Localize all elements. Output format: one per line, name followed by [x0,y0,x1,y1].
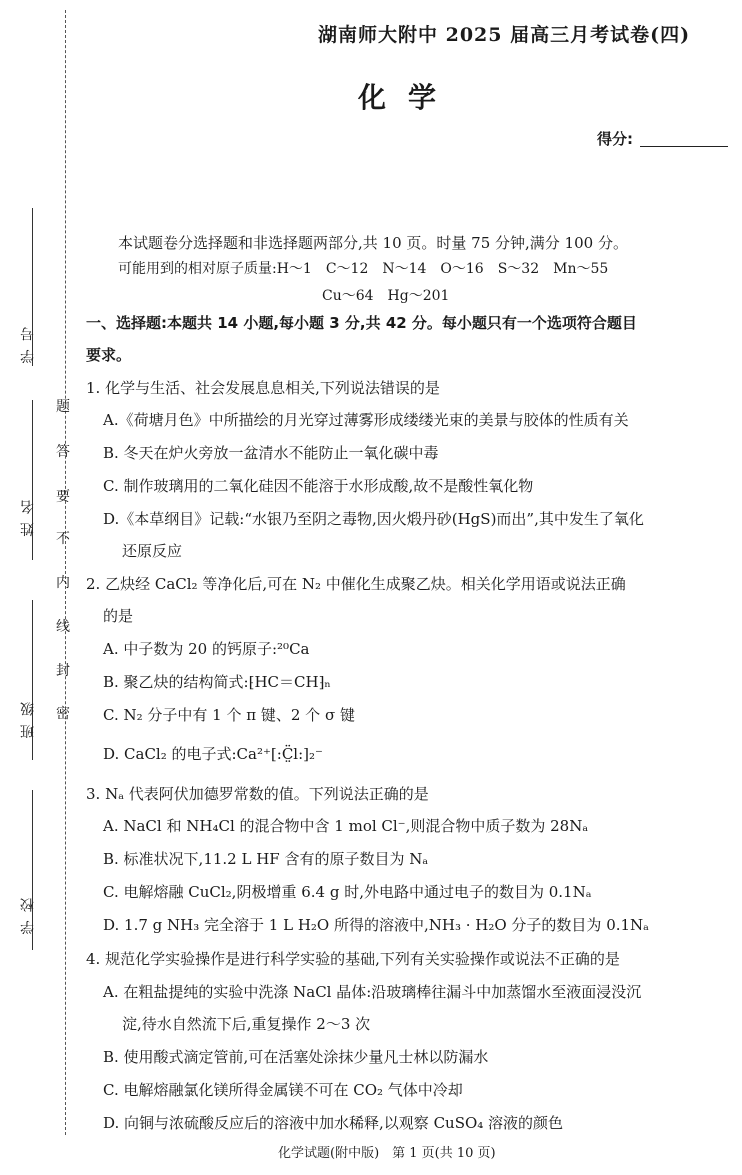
option-a: A. 中子数为 20 的钙原子:²⁰Ca [103,640,310,658]
seal-char: 不 [56,531,70,547]
intro-line: 本试题卷分选择题和非选择题两部分,共 10 页。时量 75 分钟,满分 100 分。 [118,234,628,252]
student-id-label: 学 号 [20,325,36,364]
section-heading: 要求。 [86,346,132,364]
question-stem: 1. 化学与生活、社会发展息息相关,下列说法错误的是 [86,379,440,397]
option-b: B. 标准状况下,11.2 L HF 含有的原子数目为 Nₐ [103,850,429,868]
option-b: B. 冬天在炉火旁放一盆清水不能防止一氧化碳中毒 [103,444,439,462]
option-c: C. N₂ 分子中有 1 个 π 键、2 个 σ 键 [103,706,355,724]
page-footer: 化学试题(附中版) 第 1 页(共 10 页) [278,1146,496,1161]
option-d-continued: 还原反应 [122,542,183,560]
score-label: 得分: [597,130,633,148]
seal-char: 密 [56,706,70,722]
seal-char: 封 [56,663,70,679]
subject-title: 化学 [358,81,459,114]
atomic-mass-line: 可能用到的相对原子质量:H～1 C～12 N～14 O～16 S～32 Mn～55 [118,261,609,277]
option-a: A. 在粗盐提纯的实验中洗涤 NaCl 晶体:沿玻璃棒往漏斗中加蒸馏水至液面浸没沉 [103,983,642,1001]
atomic-mass-line: Cu～64 Hg～201 [322,288,450,304]
name-label: 姓 名 [20,498,36,537]
option-d: D. 向铜与浓硫酸反应后的溶液中加水稀释,以观察 CuSO₄ 溶液的颜色 [103,1114,564,1132]
exam-title: 湖南师大附中 2025 届高三月考试卷(四) [318,24,691,46]
seal-char: 要 [56,489,70,505]
section-heading: 一、选择题:本题共 14 小题,每小题 3 分,共 42 分。每小题只有一个选项符合题目 [86,314,637,332]
option-b: B. 聚乙炔的结构简式:⁅HC＝CH⁆ₙ [103,673,331,691]
option-d: D. CaCl₂ 的电子式:Ca²⁺[:C̤̈l:]₂⁻ [103,745,323,763]
seal-char: 内 [56,575,70,591]
class-label: 班 级 [20,700,36,739]
option-c: C. 电解熔融氯化镁所得金属镁不可在 CO₂ 气体中冷却 [103,1081,463,1099]
question-stem: 4. 规范化学实验操作是进行科学实验的基础,下列有关实验操作或说法不正确的是 [86,950,620,968]
question-stem: 3. Nₐ 代表阿伏加德罗常数的值。下列说法正确的是 [86,785,429,803]
question-stem: 2. 乙炔经 CaCl₂ 等净化后,可在 N₂ 中催化生成聚乙炔。相关化学用语或说法正确 [86,575,626,593]
option-c: C. 制作玻璃用的二氧化硅因不能溶于水形成酸,故不是酸性氧化物 [103,477,534,495]
option-c: C. 电解熔融 CuCl₂,阴极增重 6.4 g 时,外电路中通过电子的数目为 0.1Nₐ [103,883,592,901]
option-d: D.《本草纲目》记载:“水银乃至阴之毒物,因火煅丹砂(HgS)而出”,其中发生了氧化 [103,510,644,528]
option-a: A. NaCl 和 NH₄Cl 的混合物中含 1 mol Cl⁻,则混合物中质子数为 28Nₐ [103,817,589,835]
score-blank-line [640,146,728,147]
option-b: B. 使用酸式滴定管前,可在活塞处涂抹少量凡士林以防漏水 [103,1048,489,1066]
school-label: 学 校 [20,896,36,935]
option-a: A.《荷塘月色》中所描绘的月光穿过薄雾形成缕缕光束的美景与胶体的性质有关 [103,411,629,429]
seal-char: 题 [56,399,70,415]
question-stem-continued: 的是 [103,607,134,625]
seal-char: 线 [56,619,70,635]
option-a-continued: 淀,待水自然流下后,重复操作 2～3 次 [122,1015,371,1033]
option-d: D. 1.7 g NH₃ 完全溶于 1 L H₂O 所得的溶液中,NH₃ · H₂O 分子的数目为 0.1Nₐ [103,916,649,934]
seal-char: 答 [56,444,70,460]
